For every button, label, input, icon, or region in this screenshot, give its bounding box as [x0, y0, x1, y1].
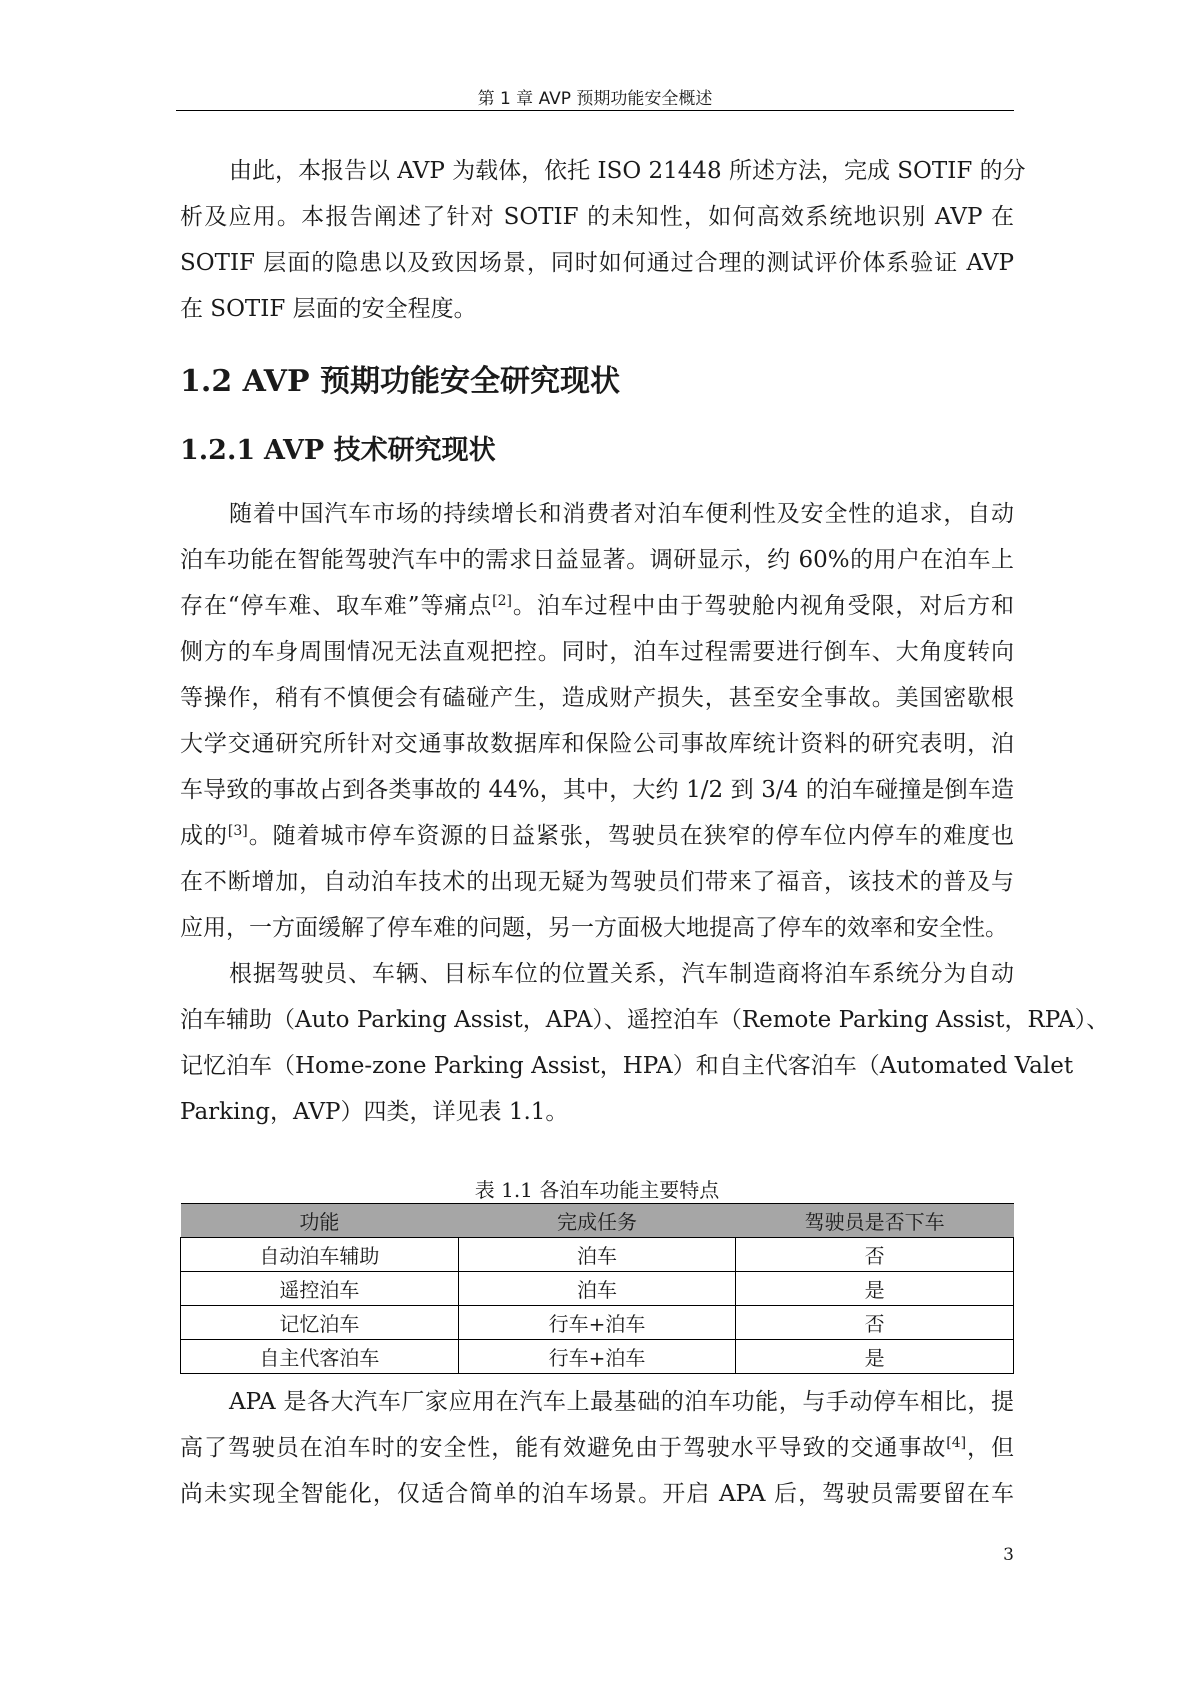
intro-line-2: 析及应用。本报告阐述了针对 SOTIF 的未知性，如何高效系统地识别 AVP 在 — [180, 204, 1014, 230]
para3-line-2-start: 高了驾驶员在泊车时的安全性，能有效避免由于驾驶水平导致的交通事故 — [180, 1435, 947, 1461]
para1-line-3 — [180, 588, 1014, 624]
table-cell: 泊车 — [458, 1272, 736, 1306]
para1-line-8-start: 成的 — [180, 823, 228, 849]
table-row — [181, 1340, 1014, 1374]
section-heading: 1.2 AVP 预期功能安全研究现状 — [180, 364, 621, 399]
para3-line-2-end: ，但 — [966, 1435, 1015, 1461]
table-cell: 行车+泊车 — [458, 1306, 736, 1340]
para2-line-3: 记忆泊车（Home-zone Parking Assist，HPA）和自主代客泊车（Automated Valet — [180, 1053, 1074, 1079]
intro-line-3: SOTIF 层面的隐患以及致因场景，同时如何通过合理的测试评价体系验证 AVP — [180, 250, 1014, 276]
para1-line-3-start: 存在“停车难、取车难”等痛点 — [180, 593, 493, 619]
para1-line-6: 大学交通研究所针对交通事故数据库和保险公司事故库统计资料的研究表明，泊 — [180, 731, 1014, 757]
subsection-heading — [180, 428, 496, 467]
running-header: 第 1 章 AVP 预期功能安全概述 — [477, 89, 713, 109]
table-cell: 遥控泊车 — [181, 1272, 459, 1306]
table-cell: 否 — [736, 1306, 1014, 1340]
citation-2: [2] — [492, 593, 513, 609]
table-cell: 记忆泊车 — [181, 1306, 459, 1340]
header-rule — [176, 110, 1014, 111]
table-row — [181, 1238, 1014, 1272]
para2-line-1: 根据驾驶员、车辆、目标车位的位置关系，汽车制造商将泊车系统分为自动 — [229, 961, 1014, 987]
parking-features-table — [180, 1203, 1014, 1374]
table-cell: 自动泊车辅助 — [181, 1238, 459, 1272]
intro-line-4: 在 SOTIF 层面的安全程度。 — [180, 296, 477, 322]
para2-line-2: 泊车辅助（Auto Parking Assist，APA）、遥控泊车（Remote Parking Assist，RPA）、 — [180, 1007, 1110, 1033]
para3-line-2 — [180, 1430, 1014, 1466]
para2-line-4: Parking，AVP）四类，详见表 1.1。 — [180, 1099, 569, 1125]
table-row — [181, 1272, 1014, 1306]
column-header-driver-exits: 驾驶员是否下车 — [736, 1204, 1014, 1238]
page-number: 3 — [1003, 1545, 1014, 1565]
para1-line-7: 车导致的事故占到各类事故的 44%，其中，大约 1/2 到 3/4 的泊车碰撞是倒车造 — [180, 777, 1014, 803]
intro-line-1: 由此，本报告以 AVP 为载体，依托 ISO 21448 所述方法，完成 SOTIF 的分 — [229, 158, 1026, 184]
table-header-row — [181, 1204, 1014, 1238]
table-row — [181, 1306, 1014, 1340]
column-header-task: 完成任务 — [458, 1204, 736, 1238]
para1-line-3-end: 。泊车过程中由于驾驶舱内视角受限，对后方和 — [512, 593, 1014, 619]
para3-line-3: 尚未实现全智能化，仅适合简单的泊车场景。开启 APA 后，驾驶员需要留在车 — [180, 1481, 1014, 1507]
para1-line-8 — [180, 818, 1014, 854]
citation-3: [3] — [227, 823, 248, 839]
table-caption: 表 1.1 各泊车功能主要特点 — [474, 1178, 720, 1202]
para3-line-1: APA 是各大汽车厂家应用在汽车上最基础的泊车功能，与手动停车相比，提 — [229, 1389, 1014, 1415]
table-cell: 否 — [736, 1238, 1014, 1272]
para1-line-4: 侧方的车身周围情况无法直观把控。同时，泊车过程需要进行倒车、大角度转向 — [180, 639, 1014, 665]
para1-line-1: 随着中国汽车市场的持续增长和消费者对泊车便利性及安全性的追求，自动 — [229, 501, 1014, 527]
para1-line-2: 泊车功能在智能驾驶汽车中的需求日益显著。调研显示，约 60%的用户在泊车上 — [180, 547, 1014, 573]
para1-line-8-end: 。随着城市停车资源的日益紧张，驾驶员在狭窄的停车位内停车的难度也 — [247, 823, 1015, 849]
table-cell: 是 — [736, 1272, 1014, 1306]
subsection-title: AVP 技术研究现状 — [264, 435, 496, 466]
table-cell: 泊车 — [458, 1238, 736, 1272]
table-cell: 自主代客泊车 — [181, 1340, 459, 1374]
column-header-function: 功能 — [181, 1204, 459, 1238]
table-cell: 是 — [736, 1340, 1014, 1374]
para1-line-9: 在不断增加，自动泊车技术的出现无疑为驾驶员们带来了福音，该技术的普及与 — [180, 869, 1014, 895]
table-cell: 行车+泊车 — [458, 1340, 736, 1374]
para1-line-5: 等操作，稍有不慎便会有磕碰产生，造成财产损失，甚至安全事故。美国密歇根 — [180, 685, 1014, 711]
citation-4: [4] — [946, 1435, 967, 1451]
subsection-number: 1.2.1 — [180, 435, 256, 466]
para1-line-10: 应用，一方面缓解了停车难的问题，另一方面极大地提高了停车的效率和安全性。 — [180, 915, 1008, 941]
